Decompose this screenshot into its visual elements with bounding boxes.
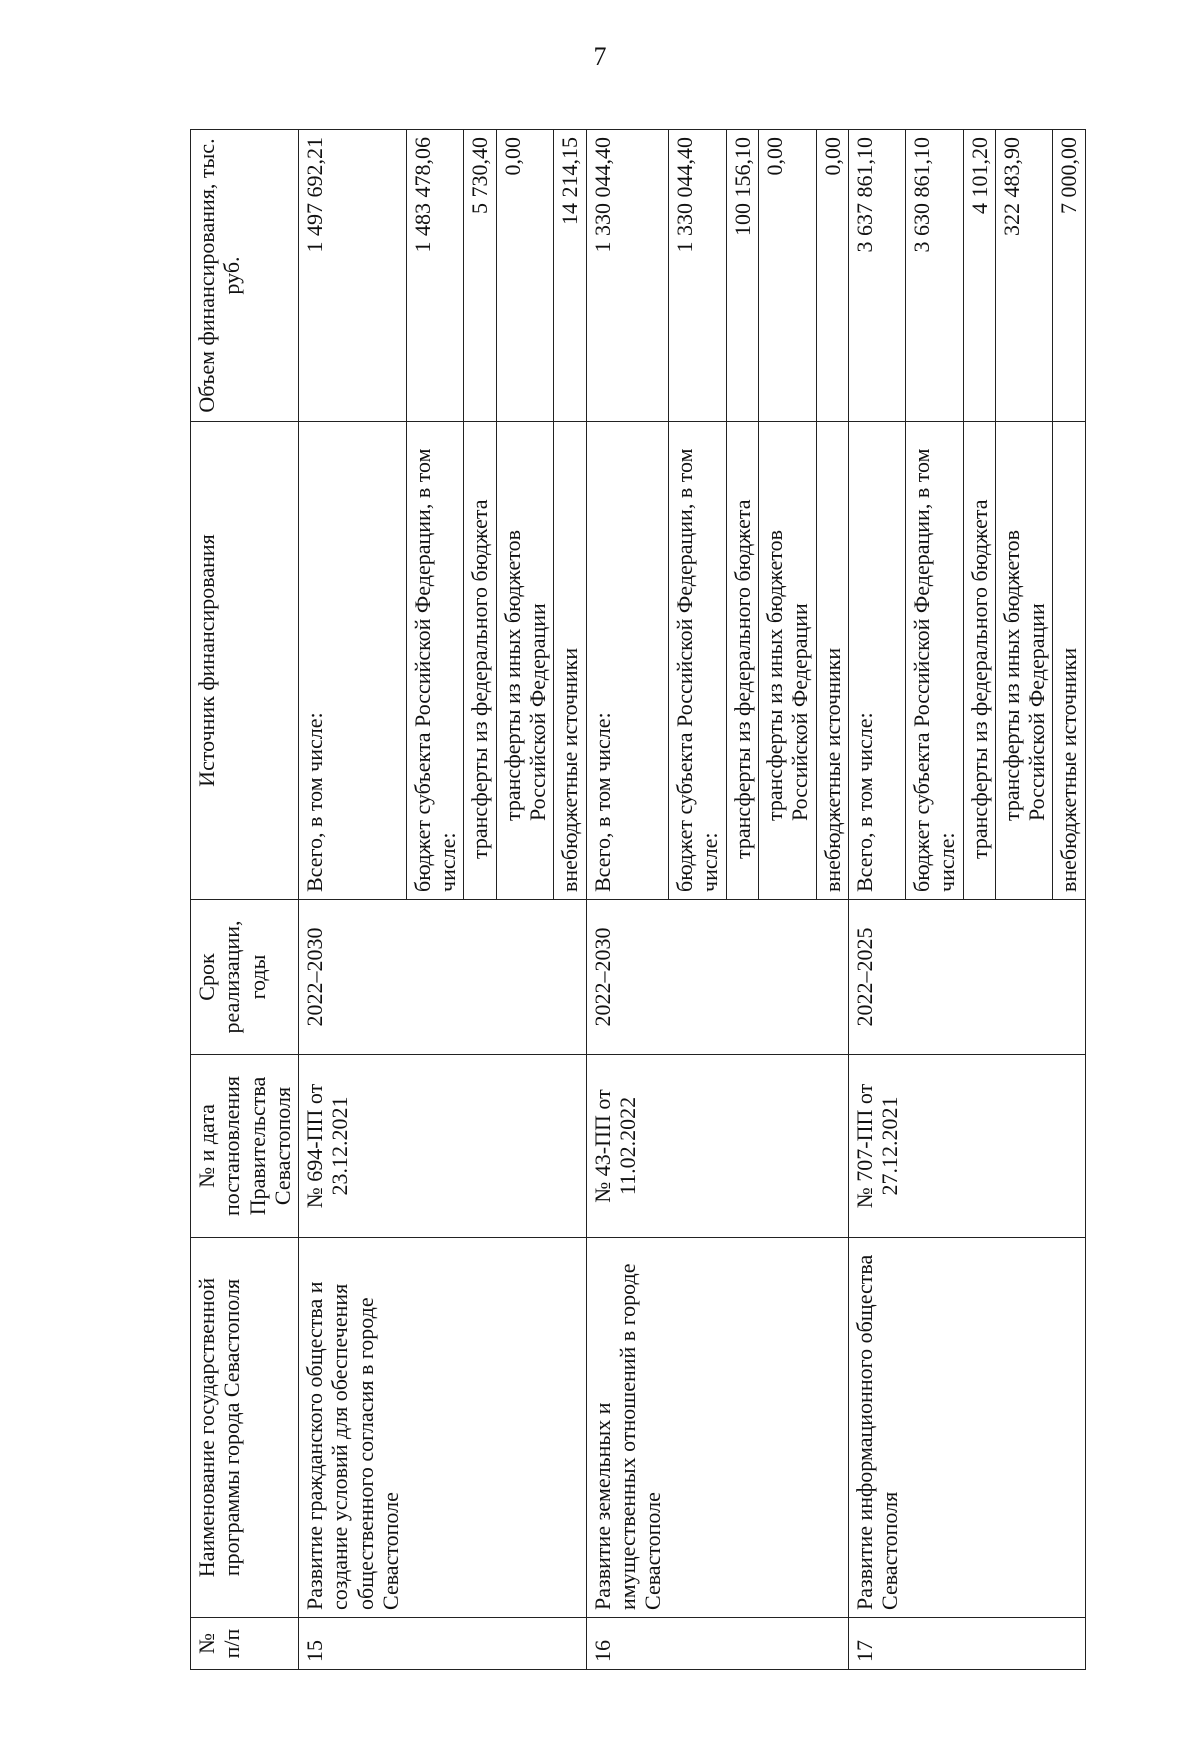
program-name-cell xyxy=(816,1238,848,1618)
program-number-cell: 16 xyxy=(586,1618,668,1670)
resolution-cell xyxy=(816,1055,848,1238)
term-cell xyxy=(554,900,586,1055)
table-row xyxy=(464,130,496,1670)
program-name-cell: Развитие земельных и имущественных отношений в городе Севастополе xyxy=(586,1238,668,1618)
program-name-cell xyxy=(669,1238,727,1618)
resolution-cell xyxy=(496,1055,554,1238)
header-num: № п/п xyxy=(191,1618,299,1670)
table-row xyxy=(586,130,668,1670)
table-row xyxy=(1053,130,1085,1670)
program-name-cell xyxy=(464,1238,496,1618)
term-cell xyxy=(995,900,1053,1055)
program-number-cell xyxy=(554,1618,586,1670)
resolution-cell xyxy=(726,1055,758,1238)
table-header-row xyxy=(191,130,299,1670)
term-cell: 2022–2030 xyxy=(299,900,407,1055)
table-row xyxy=(758,130,816,1670)
program-name-cell xyxy=(758,1238,816,1618)
funding-amount-cell: 4 101,20 xyxy=(963,130,995,422)
table-row xyxy=(726,130,758,1670)
funding-amount-cell: 1 330 044,40 xyxy=(669,130,727,422)
term-cell xyxy=(1053,900,1085,1055)
header-doc: № и дата постановления Правительства Севастополя xyxy=(191,1055,299,1238)
funding-source-cell: Всего, в том числе: xyxy=(848,422,905,900)
funding-source-cell: трансферты из федерального бюджета xyxy=(464,422,496,900)
program-number-cell: 15 xyxy=(299,1618,407,1670)
funding-source-cell: Всего, в том числе: xyxy=(586,422,668,900)
program-number-cell xyxy=(905,1618,963,1670)
term-cell xyxy=(816,900,848,1055)
program-number-cell xyxy=(669,1618,727,1670)
program-name-cell: Развитие информационного общества Севастополя xyxy=(848,1238,905,1618)
table-row xyxy=(905,130,963,1670)
funding-source-cell: трансферты из федерального бюджета xyxy=(726,422,758,900)
term-cell xyxy=(963,900,995,1055)
rotated-table-container xyxy=(190,130,1140,1670)
financing-table xyxy=(190,129,1086,1670)
program-number-cell: 17 xyxy=(848,1618,905,1670)
program-number-cell xyxy=(1053,1618,1085,1670)
header-source: Источник финансирования xyxy=(191,422,299,900)
program-name-cell: Развитие гражданского общества и создание условий для обеспечения общественного согласия в городе Севастополе xyxy=(299,1238,407,1618)
program-number-cell xyxy=(963,1618,995,1670)
funding-source-cell: внебюджетные источники xyxy=(1053,422,1085,900)
funding-source-cell: внебюджетные источники xyxy=(554,422,586,900)
resolution-cell: № 43-ПП от 11.02.2022 xyxy=(586,1055,668,1238)
table-row xyxy=(848,130,905,1670)
resolution-cell: № 694-ПП от 23.12.2021 xyxy=(299,1055,407,1238)
program-number-cell xyxy=(726,1618,758,1670)
table-row xyxy=(995,130,1053,1670)
resolution-cell xyxy=(464,1055,496,1238)
term-cell: 2022–2030 xyxy=(586,900,668,1055)
funding-amount-cell: 0,00 xyxy=(496,130,554,422)
table-body xyxy=(299,130,1086,1670)
funding-amount-cell: 0,00 xyxy=(816,130,848,422)
resolution-cell xyxy=(1053,1055,1085,1238)
term-cell: 2022–2025 xyxy=(848,900,905,1055)
program-name-cell xyxy=(554,1238,586,1618)
funding-amount-cell: 5 730,40 xyxy=(464,130,496,422)
program-name-cell xyxy=(496,1238,554,1618)
funding-amount-cell: 14 214,15 xyxy=(554,130,586,422)
resolution-cell: № 707-ПП от 27.12.2021 xyxy=(848,1055,905,1238)
term-cell xyxy=(464,900,496,1055)
table-row xyxy=(496,130,554,1670)
funding-source-cell: бюджет субъекта Российской Федерации, в том числе: xyxy=(669,422,727,900)
header-amount: Объем финансирования, тыс. руб. xyxy=(191,130,299,422)
term-cell xyxy=(905,900,963,1055)
program-number-cell xyxy=(406,1618,464,1670)
term-cell xyxy=(496,900,554,1055)
resolution-cell xyxy=(995,1055,1053,1238)
funding-source-cell: бюджет субъекта Российской Федерации, в том числе: xyxy=(406,422,464,900)
header-term: Срок реализации, годы xyxy=(191,900,299,1055)
program-number-cell xyxy=(758,1618,816,1670)
program-name-cell xyxy=(963,1238,995,1618)
funding-amount-cell: 322 483,90 xyxy=(995,130,1053,422)
funding-amount-cell: 1 497 692,21 xyxy=(299,130,407,422)
funding-source-cell: внебюджетные источники xyxy=(816,422,848,900)
resolution-cell xyxy=(963,1055,995,1238)
funding-amount-cell: 1 483 478,06 xyxy=(406,130,464,422)
funding-amount-cell: 1 330 044,40 xyxy=(586,130,668,422)
funding-source-cell: трансферты из иных бюджетов Российской Федерации xyxy=(496,422,554,900)
table-row xyxy=(816,130,848,1670)
term-cell xyxy=(406,900,464,1055)
funding-source-cell: бюджет субъекта Российской Федерации, в том числе: xyxy=(905,422,963,900)
header-program: Наименование государственной программы города Севастополя xyxy=(191,1238,299,1618)
funding-source-cell: Всего, в том числе: xyxy=(299,422,407,900)
funding-source-cell: трансферты из федерального бюджета xyxy=(963,422,995,900)
program-name-cell xyxy=(905,1238,963,1618)
program-number-cell xyxy=(995,1618,1053,1670)
program-name-cell xyxy=(995,1238,1053,1618)
program-number-cell xyxy=(464,1618,496,1670)
funding-amount-cell: 7 000,00 xyxy=(1053,130,1085,422)
program-name-cell xyxy=(406,1238,464,1618)
resolution-cell xyxy=(905,1055,963,1238)
term-cell xyxy=(669,900,727,1055)
table-row xyxy=(669,130,727,1670)
term-cell xyxy=(726,900,758,1055)
program-name-cell xyxy=(1053,1238,1085,1618)
table-row xyxy=(554,130,586,1670)
table-row xyxy=(406,130,464,1670)
program-number-cell xyxy=(816,1618,848,1670)
rotated-table-area xyxy=(190,130,1140,1670)
page-number: 7 xyxy=(593,42,607,71)
funding-amount-cell: 0,00 xyxy=(758,130,816,422)
program-number-cell xyxy=(496,1618,554,1670)
funding-amount-cell: 100 156,10 xyxy=(726,130,758,422)
funding-source-cell: трансферты из иных бюджетов Российской Федерации xyxy=(758,422,816,900)
resolution-cell xyxy=(669,1055,727,1238)
resolution-cell xyxy=(758,1055,816,1238)
term-cell xyxy=(758,900,816,1055)
resolution-cell xyxy=(406,1055,464,1238)
funding-source-cell: трансферты из иных бюджетов Российской Федерации xyxy=(995,422,1053,900)
funding-amount-cell: 3 637 861,10 xyxy=(848,130,905,422)
program-name-cell xyxy=(726,1238,758,1618)
table-row xyxy=(299,130,407,1670)
resolution-cell xyxy=(554,1055,586,1238)
funding-amount-cell: 3 630 861,10 xyxy=(905,130,963,422)
table-row xyxy=(963,130,995,1670)
